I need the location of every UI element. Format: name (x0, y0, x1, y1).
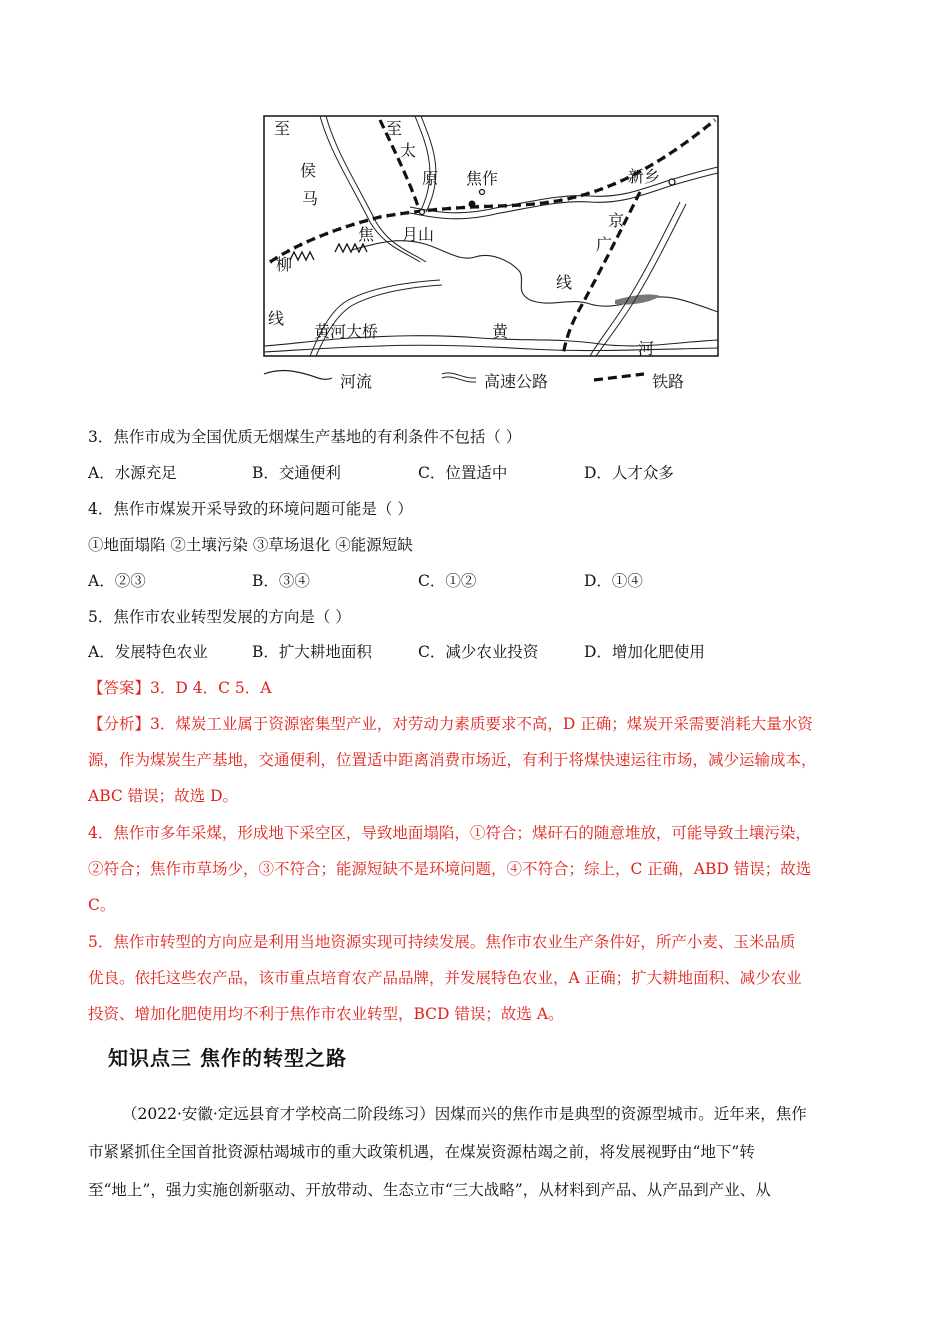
yueshan-dot (420, 210, 425, 215)
question-3-option-b: B．交通便利 (252, 464, 341, 482)
xinxiang-dot-2 (480, 190, 485, 195)
analysis-line-3: ABC 错误；故选 D。 (88, 787, 239, 805)
question-5-option-a: A．发展特色农业 (88, 643, 208, 661)
label-guang: 广 (596, 235, 613, 254)
legend-railway-label: 铁路 (652, 372, 685, 391)
label-he: 河 (638, 339, 655, 358)
section-title: 知识点三 焦作的转型之路 (108, 1046, 347, 1070)
label-tai: 太 (400, 141, 417, 160)
analysis-line-9: 投资、增加化肥使用均不利于焦作市农业转型，BCD 错误；故选 A。 (88, 1005, 564, 1023)
question-3-option-d: D．人才众多 (584, 464, 674, 482)
question-4-items: ①地面塌陷 ②土壤污染 ③草场退化 ④能源短缺 (88, 536, 413, 554)
label-bridge: 黄河大桥 (314, 322, 379, 341)
analysis-line-8: 优良。依托这些农产品，该市重点培育农产品品牌，并发展特色农业，A 正确；扩大耕地面积、减少农业 (88, 969, 802, 987)
label-xian-right: 线 (556, 273, 573, 292)
label-xinxiang: 新乡 (628, 167, 661, 186)
label-jing: 京 (608, 211, 625, 230)
label-yuan: 原 (422, 169, 439, 188)
analysis-line-2: 源，作为煤炭生产基地，交通便利，位置适中距离消费市场近，有利于将煤快速运往市场，减少运输成本， (88, 751, 817, 769)
label-zhi-top: 至 (386, 119, 403, 138)
passage-line-2: 市紧紧抓住全国首批资源枯竭城市的重大政策机遇，在煤炭资源枯竭之前，将发展视野由“地下”转 (88, 1143, 755, 1161)
analysis-line-5: ②符合；焦作市草场少，③不符合；能源短缺不是环境问题，④不符合；综上，C 正确，ABD 错误；故选 (88, 860, 812, 878)
label-xian-left: 线 (268, 309, 285, 328)
analysis-line-6: C。 (88, 896, 116, 914)
question-3-stem: 3．焦作市成为全国优质无烟煤生产基地的有利条件不包括（ ） (88, 428, 522, 446)
label-hou: 侯 (300, 161, 317, 180)
label-yueshan: 月山 (402, 225, 435, 244)
question-5-option-b: B．扩大耕地面积 (252, 643, 372, 661)
passage-line-1: （2022·安徽·定远县育才学校高二阶段练习）因煤而兴的焦作市是典型的资源型城市。近年来，焦作 (122, 1105, 807, 1123)
legend-river-label: 河流 (340, 372, 373, 391)
label-liu: 柳 (276, 255, 293, 274)
label-jiaozuo: 焦作 (466, 169, 499, 188)
legend-railway-symbol (594, 374, 644, 380)
question-3-option-a: A．水源充足 (88, 464, 177, 482)
passage-line-3: 至“地上”，强力实施创新驱动、开放带动、生态立市“三大战略”，从材料到产品、从产品到产业、从 (88, 1181, 771, 1199)
answer-line: 【答案】3．D 4．C 5．A (88, 679, 272, 697)
question-4-option-c: C．①② (418, 572, 477, 590)
jiaozuo-dot (469, 201, 476, 208)
label-jiao: 焦 (358, 225, 375, 244)
map-figure (260, 112, 720, 392)
label-huang: 黄 (492, 322, 509, 341)
legend-river-symbol (264, 371, 332, 380)
question-4-option-a: A．②③ (88, 572, 146, 590)
analysis-line-4: 4．焦作市多年采煤，形成地下采空区，导致地面塌陷，①符合；煤矸石的随意堆放，可能导致土壤污染， (88, 824, 811, 842)
question-5-option-d: D．增加化肥使用 (584, 643, 705, 661)
map-legend (264, 371, 684, 391)
question-4-option-d: D．①④ (584, 572, 643, 590)
analysis-line-1: 【分析】3．煤炭工业属于资源密集型产业，对劳动力素质要求不高，D 正确；煤炭开采需要消耗大量水资 (88, 715, 813, 733)
question-3-option-c: C．位置适中 (418, 464, 508, 482)
question-5-stem: 5．焦作市农业转型发展的方向是（ ） (88, 608, 351, 626)
question-4-stem: 4．焦作市煤炭开采导致的环境问题可能是（ ） (88, 500, 413, 518)
question-4-option-b: B．③④ (252, 572, 310, 590)
analysis-line-7: 5．焦作市转型的方向应是利用当地资源实现可持续发展。焦作市农业生产条件好，所产小麦、玉米品质 (88, 933, 796, 951)
label-zhi-left: 至 (274, 119, 291, 138)
legend-highway-label: 高速公路 (484, 372, 549, 391)
question-5-option-c: C．减少农业投资 (418, 643, 539, 661)
map-frame (264, 116, 718, 356)
xinxiang-dot (669, 179, 675, 185)
label-ma: 马 (302, 189, 319, 208)
